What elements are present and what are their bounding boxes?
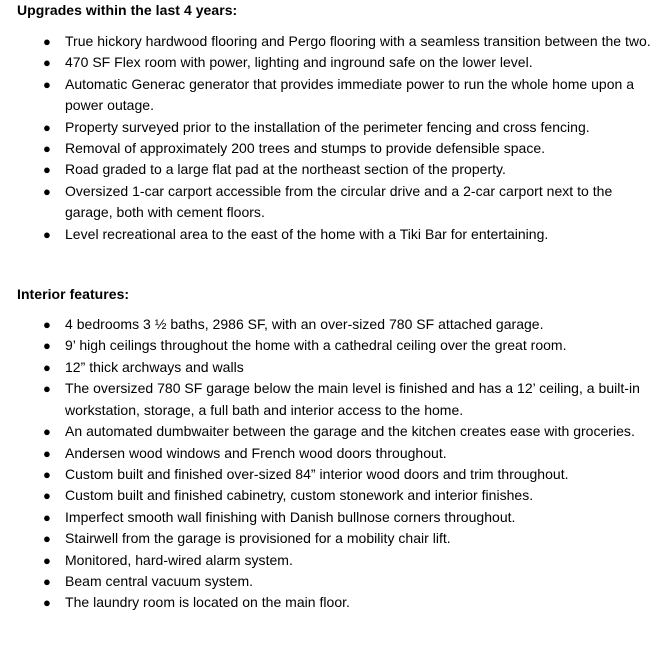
list-item-text: The laundry room is located on the main floor. [65,594,350,611]
bullet-icon: ● [43,338,51,354]
bullet-icon: ● [43,55,51,71]
list-item-text: 470 SF Flex room with power, lighting and inground safe on the lower level. [65,54,533,71]
list-item-text: True hickory hardwood flooring and Pergo flooring with a seamless transition between the two. [65,33,651,49]
section-heading-interior: Interior features: [17,286,130,303]
list-item [17,117,657,138]
list-item-text: Andersen wood windows and French wood doors throughout. [65,444,447,461]
interior-features-list [17,314,657,614]
list-item-text: Property surveyed prior to the installation of the perimeter fencing and cross fencing. [65,118,590,135]
list-item [17,52,657,73]
list-item-text: Removal of approximately 200 trees and stumps to provide defensible space. [65,140,546,157]
list-item [17,378,657,421]
list-item-text: Stairwell from the garage is provisioned for a mobility chair lift. [65,530,451,547]
list-item-text: Custom built and finished over-sized 84” interior wood doors and trim throughout. [65,465,569,482]
bullet-icon: ● [43,317,51,333]
list-item-text: Beam central vacuum system. [65,572,254,589]
bullet-icon: ● [43,424,51,440]
bullet-icon: ● [43,466,51,482]
list-item [17,181,657,224]
list-item-text: The oversized 780 SF garage below the main level is finished and has a 12’ ceiling, a built-in workstation, storage, a full bath and interior access to the home. [65,380,640,418]
list-item [17,592,657,613]
bullet-icon: ● [43,552,51,568]
list-item [17,159,657,180]
bullet-icon: ● [43,488,51,504]
list-item-text: Road graded to a large flat pad at the northeast section of the property. [65,161,506,178]
bullet-icon: ● [43,226,51,242]
list-item-text: Custom built and finished cabinetry, custom stonework and interior finishes. [65,487,534,504]
bullet-icon: ● [43,381,51,397]
bullet-icon: ● [43,183,51,199]
section-heading-upgrades: Upgrades within the last 4 years: [17,2,238,18]
bullet-icon: ● [43,119,51,135]
list-item-text: Automatic Generac generator that provides immediate power to run the whole home upon a power outage. [65,75,635,114]
list-item [17,357,657,378]
list-item-text: 4 bedrooms 3 ½ baths, 2986 SF, with an over-sized 780 SF attached garage. [65,316,544,333]
list-item [17,550,657,571]
list-item-text: Imperfect smooth wall finishing with Danish bullnose corners throughout. [65,508,516,525]
list-item [17,464,657,485]
list-item [17,31,657,52]
bullet-icon: ● [43,141,51,157]
list-item [17,224,657,245]
bullet-icon: ● [43,573,51,589]
list-item [17,74,657,117]
list-item [17,528,657,549]
bullet-icon: ● [43,76,51,92]
list-item [17,421,657,442]
list-item [17,443,657,464]
list-item-text: An automated dumbwaiter between the garage and the kitchen creates ease with groceries. [65,423,635,440]
bullet-icon: ● [43,359,51,375]
list-item-text: 9’ high ceilings throughout the home with a cathedral ceiling over the great room. [65,337,567,354]
upgrades-list [17,31,657,245]
list-item-text: Level recreational area to the east of the home with a Tiki Bar for entertaining. [65,225,549,242]
bullet-icon: ● [43,509,51,525]
list-item [17,138,657,159]
document [17,0,657,614]
list-item [17,485,657,506]
list-item-text: 12” thick archways and walls [65,358,244,375]
list-item-text: Monitored, hard-wired alarm system. [65,551,293,568]
bullet-icon: ● [43,162,51,178]
list-item [17,507,657,528]
bullet-icon: ● [43,531,51,547]
list-item-text: Oversized 1-car carport accessible from the circular drive and a 2-car carport next to the garage, both with cement floors. [65,182,613,221]
bullet-icon: ● [43,445,51,461]
bullet-icon: ● [43,595,51,611]
list-item [17,571,657,592]
bullet-icon: ● [43,34,51,49]
list-item [17,314,657,335]
list-item [17,335,657,356]
